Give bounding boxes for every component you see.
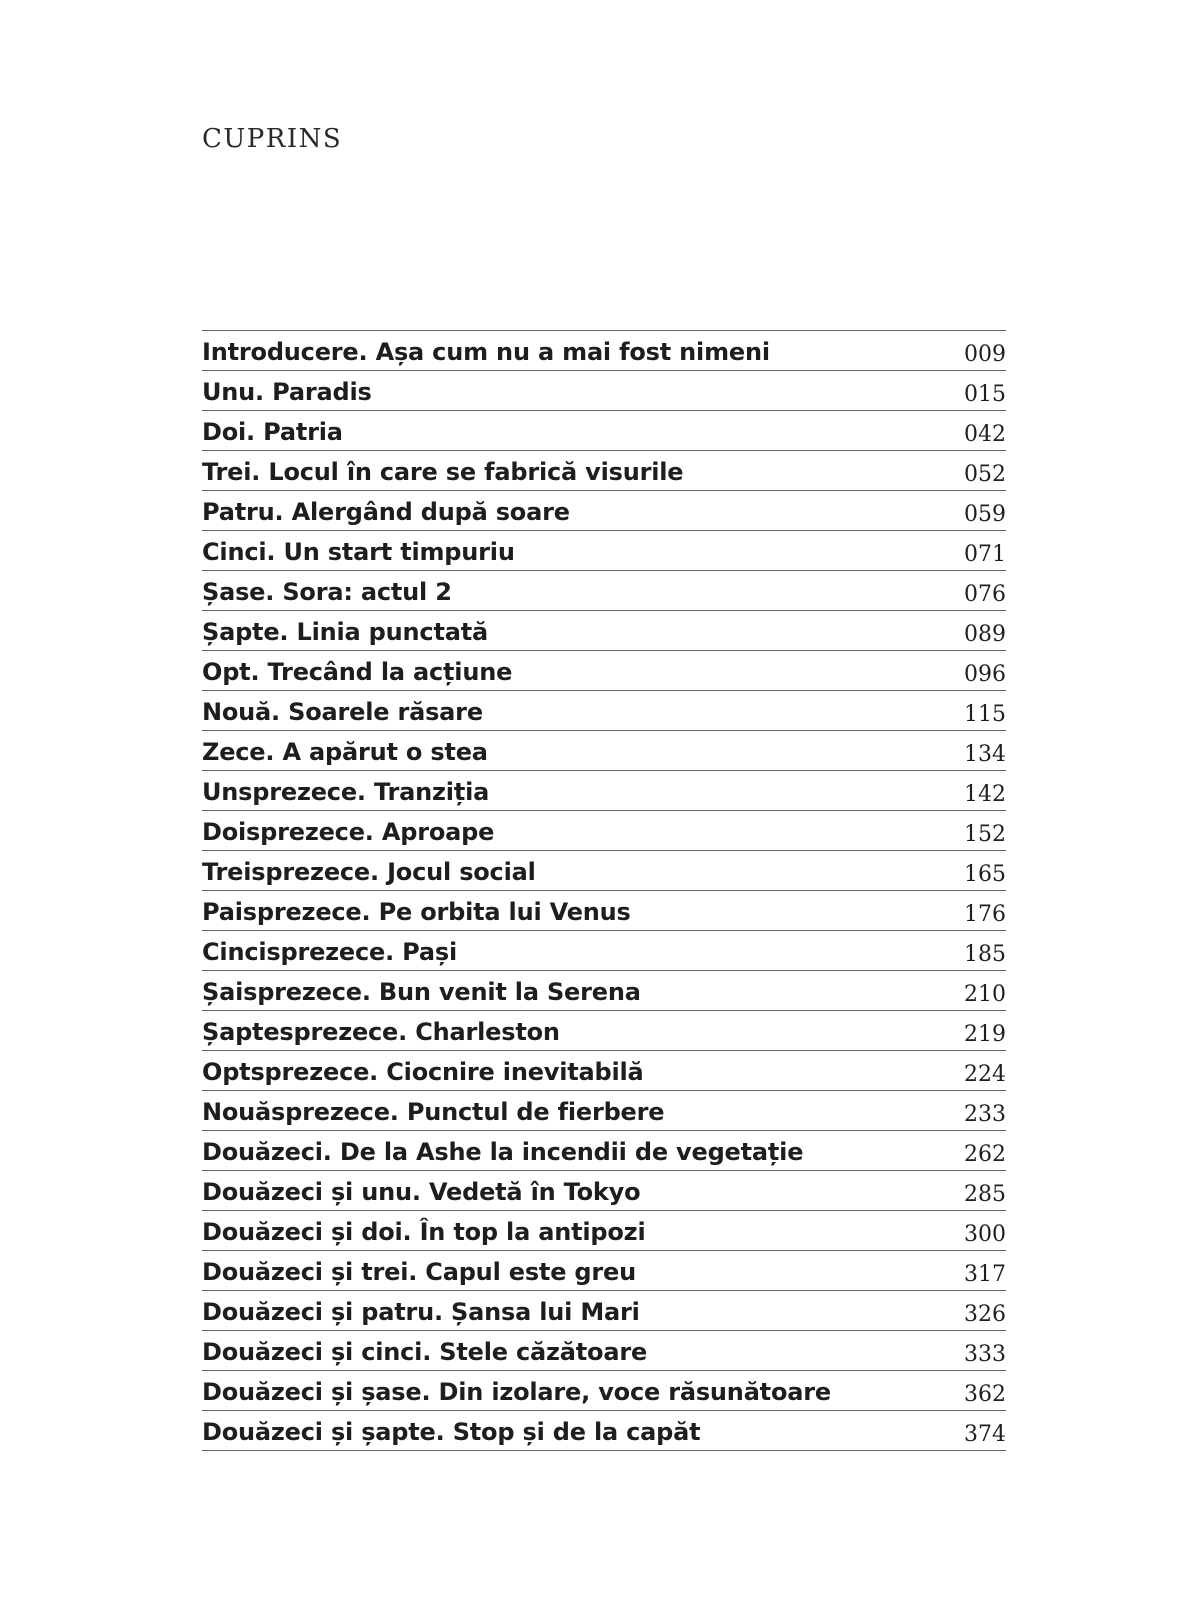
toc-entry-page-number: 009 [964, 342, 1006, 367]
toc-entry-title: Douăzeci și unu. Vedetă în Tokyo [202, 1177, 641, 1206]
toc-entry [202, 771, 1006, 811]
toc-entry [202, 931, 1006, 971]
toc-entry [202, 451, 1006, 491]
toc-entry-page-number: 152 [964, 822, 1006, 847]
toc-entry [202, 491, 1006, 531]
toc-entry-title: Paisprezece. Pe orbita lui Venus [202, 897, 631, 926]
toc-entry [202, 971, 1006, 1011]
table-of-contents [202, 330, 1006, 1451]
toc-entry-title: Unu. Paradis [202, 377, 372, 406]
toc-entry-page-number: 071 [964, 542, 1006, 567]
toc-entry-page-number: 333 [964, 1342, 1006, 1367]
toc-entry [202, 891, 1006, 931]
toc-entry-title: Patru. Alergând după soare [202, 497, 570, 526]
toc-entry [202, 1131, 1006, 1171]
toc-entry [202, 371, 1006, 411]
toc-entry-title: Doi. Patria [202, 417, 343, 446]
toc-entry-title: Douăzeci și cinci. Stele căzătoare [202, 1337, 648, 1366]
toc-entry-page-number: 374 [964, 1422, 1006, 1447]
toc-entry-title: Douăzeci și șase. Din izolare, voce răsunătoare [202, 1377, 831, 1406]
toc-entry-title: Șaisprezece. Bun venit la Serena [202, 977, 641, 1006]
toc-entry-title: Zece. A apărut o stea [202, 737, 488, 766]
toc-entry-page-number: 096 [964, 662, 1006, 687]
toc-entry-title: Doisprezece. Aproape [202, 817, 495, 846]
toc-entry-page-number: 210 [964, 982, 1006, 1007]
toc-entry [202, 1331, 1006, 1371]
toc-entry-page-number: 326 [964, 1302, 1006, 1327]
toc-entry-page-number: 059 [964, 502, 1006, 527]
toc-entry-title: Douăzeci și șapte. Stop și de la capăt [202, 1417, 701, 1446]
toc-entry-title: Șapte. Linia punctată [202, 617, 488, 646]
toc-entry-page-number: 300 [964, 1222, 1006, 1247]
toc-entry-page-number: 224 [964, 1062, 1006, 1087]
toc-entry-page-number: 052 [964, 462, 1006, 487]
toc-entry-page-number: 076 [964, 582, 1006, 607]
toc-entry-page-number: 219 [964, 1022, 1006, 1047]
toc-entry-page-number: 115 [964, 702, 1006, 727]
toc-entry [202, 1411, 1006, 1451]
toc-entry-page-number: 042 [964, 422, 1006, 447]
toc-entry-title: Douăzeci. De la Ashe la incendii de vegetație [202, 1137, 804, 1166]
toc-entry [202, 331, 1006, 371]
toc-entry-title: Optsprezece. Ciocnire inevitabilă [202, 1057, 644, 1086]
toc-entry-title: Douăzeci și doi. În top la antipozi [202, 1217, 646, 1246]
toc-entry-title: Șaptesprezece. Charleston [202, 1017, 560, 1046]
toc-entry-page-number: 185 [964, 942, 1006, 967]
toc-entry [202, 1251, 1006, 1291]
toc-entry-page-number: 165 [964, 862, 1006, 887]
toc-entry [202, 1291, 1006, 1331]
toc-entry-page-number: 285 [964, 1182, 1006, 1207]
toc-entry [202, 611, 1006, 651]
toc-entry-page-number: 089 [964, 622, 1006, 647]
toc-entry [202, 531, 1006, 571]
toc-entry-page-number: 176 [964, 902, 1006, 927]
toc-entry-title: Opt. Trecând la acțiune [202, 657, 513, 686]
toc-entry [202, 691, 1006, 731]
toc-entry [202, 1171, 1006, 1211]
toc-entry [202, 1051, 1006, 1091]
toc-entry [202, 1011, 1006, 1051]
toc-entry [202, 731, 1006, 771]
toc-entry-page-number: 142 [964, 782, 1006, 807]
toc-entry [202, 1211, 1006, 1251]
toc-entry [202, 571, 1006, 611]
toc-entry-page-number: 362 [964, 1382, 1006, 1407]
toc-entry-title: Cinci. Un start timpuriu [202, 537, 515, 566]
toc-entry [202, 811, 1006, 851]
toc-entry [202, 651, 1006, 691]
toc-entry-page-number: 015 [964, 382, 1006, 407]
toc-entry-page-number: 317 [964, 1262, 1006, 1287]
toc-entry-title: Cincisprezece. Pași [202, 937, 458, 966]
toc-entry-title: Șase. Sora: actul 2 [202, 577, 452, 606]
toc-entry-title: Nouă. Soarele răsare [202, 697, 483, 726]
toc-entry [202, 411, 1006, 451]
toc-entry-title: Introducere. Așa cum nu a mai fost nimeni [202, 337, 770, 366]
toc-entry-title: Trei. Locul în care se fabrică visurile [202, 457, 684, 486]
toc-entry-title: Nouăsprezece. Punctul de fierbere [202, 1097, 665, 1126]
toc-entry [202, 1371, 1006, 1411]
toc-entry-title: Treisprezece. Jocul social [202, 857, 536, 886]
toc-entry [202, 851, 1006, 891]
toc-entry-page-number: 134 [964, 742, 1006, 767]
toc-entry [202, 1091, 1006, 1131]
toc-entry-title: Douăzeci și patru. Șansa lui Mari [202, 1297, 640, 1326]
page-title: CUPRINS [202, 124, 343, 154]
toc-entry-title: Douăzeci și trei. Capul este greu [202, 1257, 637, 1286]
toc-entry-page-number: 233 [964, 1102, 1006, 1127]
toc-entry-page-number: 262 [964, 1142, 1006, 1167]
toc-entry-title: Unsprezece. Tranziția [202, 777, 490, 806]
